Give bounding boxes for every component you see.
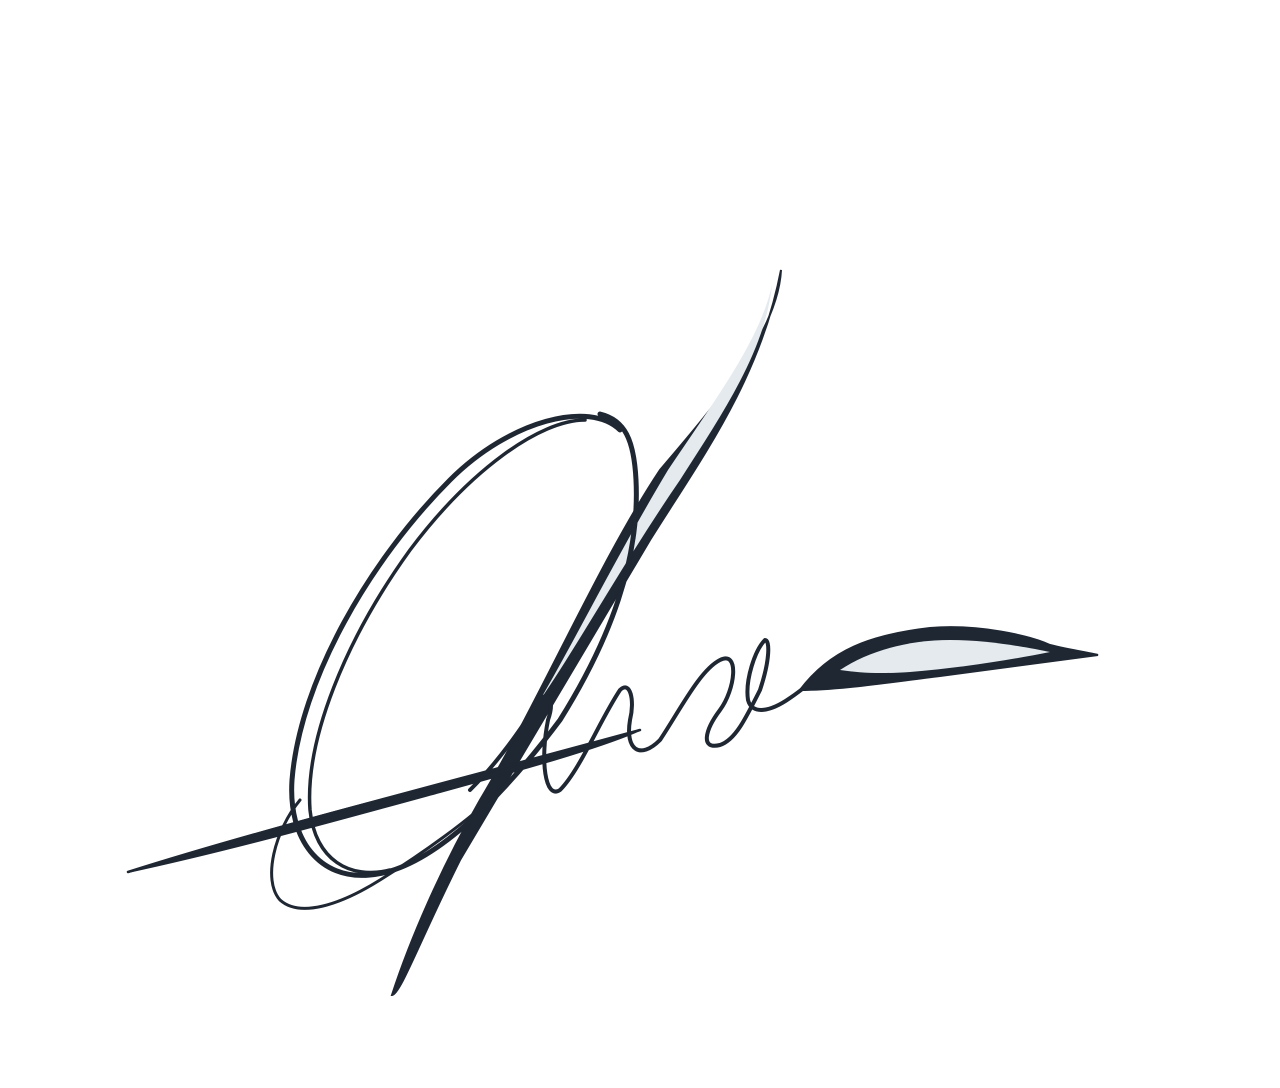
signature-long-diagonal-highlight [540,285,772,700]
signature-long-diagonal-stroke [392,270,781,995]
signature-inner-loop [310,420,585,873]
